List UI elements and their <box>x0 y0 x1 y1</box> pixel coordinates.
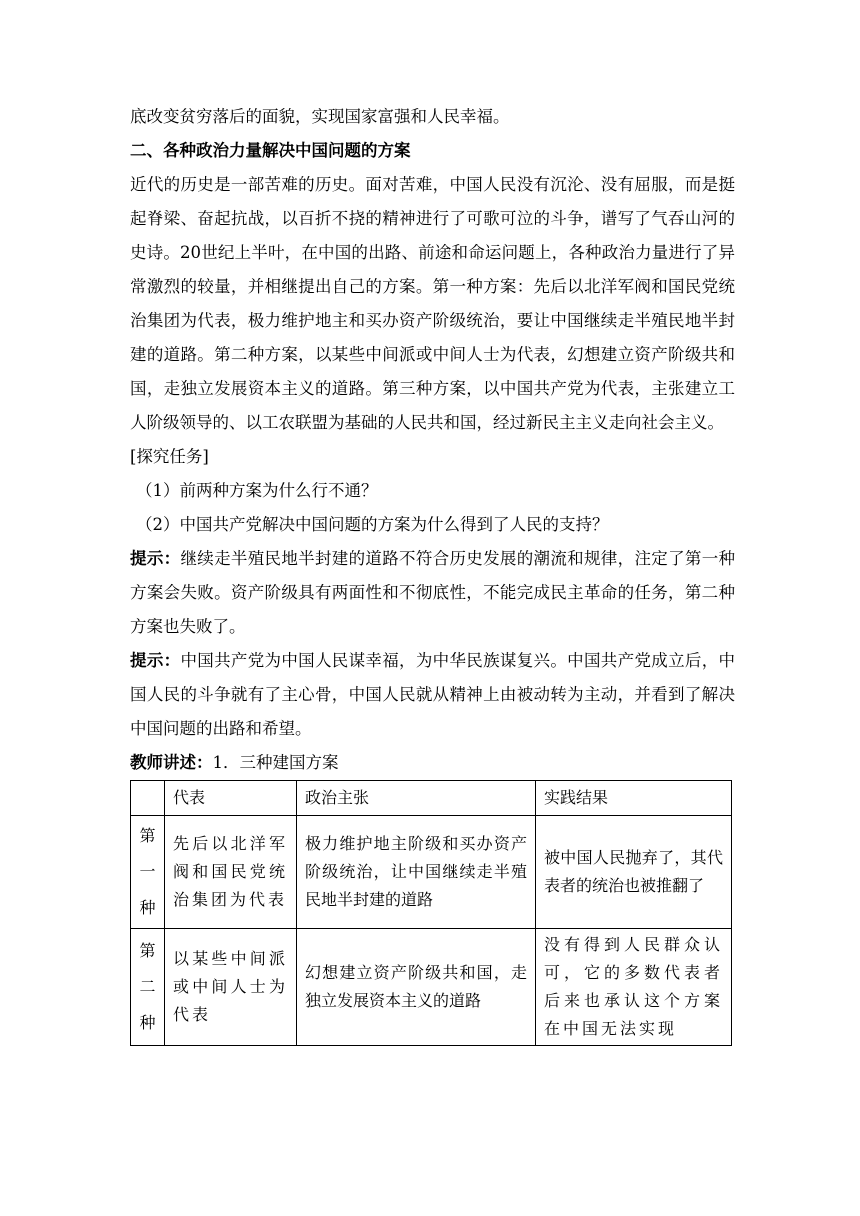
hint-label: 提示： <box>130 549 181 568</box>
header-cell-result: 实践结果 <box>536 781 732 816</box>
question-1: （1）前两种方案为什么行不通？ <box>136 481 378 500</box>
header-cell-claim: 政治主张 <box>297 781 536 816</box>
row-index-cell <box>131 816 165 929</box>
hint-label: 提示： <box>130 651 181 670</box>
section-heading: 二、各种政治力量解决中国问题的方案 <box>130 141 411 160</box>
hint-paragraph-1 <box>130 542 735 644</box>
hint-text: 继续走半殖民地半封建的道路不符合历史发展的潮流和规律，注定了第一种方案会失败。资产阶级具有两面性和不彻底性，不能完成民主革命的任务，第二种方案也失败了。 <box>130 549 736 636</box>
hint-text: 中国共产党为中国人民谋幸福，为中华民族谋复兴。中国共产党成立后，中国人民的斗争就有了主心骨，中国人民就从精神上由被动转为主动，并看到了解决中国问题的出路和希望。 <box>130 651 736 738</box>
row-index-char: 一 <box>139 862 156 881</box>
document-page <box>130 100 735 1046</box>
header-cell-index <box>131 781 165 816</box>
claim-cell: 幻想建立资产阶级共和国，走独立发展资本主义的道路 <box>297 929 536 1046</box>
intro-paragraph: 近代的历史是一部苦难的历史。面对苦难，中国人民没有沉沦、没有屈服，而是挺起脊梁、奋起抗战，以百折不挠的精神进行了可歌可泣的斗争，谱写了气吞山河的史诗。20世纪上半叶，在中国的出路、前途和命运问题上，各种政治力量进行了异常激烈的较量，并相继提出自己的方案。第一种方案：先后以北洋军阀和国民党统治集团为代表，极力维护地主和买办资产阶级统治，要让中国继续走半殖民地半封建的道路。第二种方案，以某些中间派或中间人士为代表，幻想建立资产阶级共和国，走独立发展资本主义的道路。第三种方案，以中国共产党为代表，主张建立工人阶级领导的、以工农联盟为基础的人民共和国，经过新民主主义走向社会主义。 <box>130 175 735 432</box>
plans-table <box>130 780 732 1046</box>
paragraph-continued: 底改变贫穷落后的面貌，实现国家富强和人民幸福。 <box>130 107 510 126</box>
result-cell: 没有得到人民群众认可，它的多数代表者后来也承认这个方案在中国无法实现 <box>536 929 732 1046</box>
header-cell-representative: 代表 <box>165 781 297 816</box>
row-index-char: 种 <box>139 898 156 917</box>
question-2: （2）中国共产党解决中国问题的方案为什么得到了人民的支持？ <box>136 515 609 534</box>
claim-cell: 极力维护地主阶级和买办资产阶级统治，让中国继续走半殖民地半封建的道路 <box>297 816 536 929</box>
row-index-char: 种 <box>139 1013 156 1032</box>
task-label: [探究任务] <box>130 447 209 466</box>
representative-cell: 以某些中间派或中间人士为代表 <box>165 929 297 1046</box>
representative-cell: 先后以北洋军阀和国民党统治集团为代表 <box>165 816 297 929</box>
table-row <box>131 929 732 1046</box>
result-cell: 被中国人民抛弃了，其代表者的统治也被推翻了 <box>536 816 732 929</box>
table-header-row <box>131 781 732 816</box>
lecture-label: 教师讲述： <box>130 753 213 772</box>
row-index-cell <box>131 929 165 1046</box>
row-index-char: 二 <box>139 977 156 996</box>
hint-paragraph-2 <box>130 644 735 746</box>
table-row <box>131 816 732 929</box>
lecture-text: 1．三种建国方案 <box>212 753 339 772</box>
lecture-line <box>130 746 735 780</box>
row-index-char: 第 <box>139 941 156 960</box>
row-index-char: 第 <box>139 826 156 845</box>
